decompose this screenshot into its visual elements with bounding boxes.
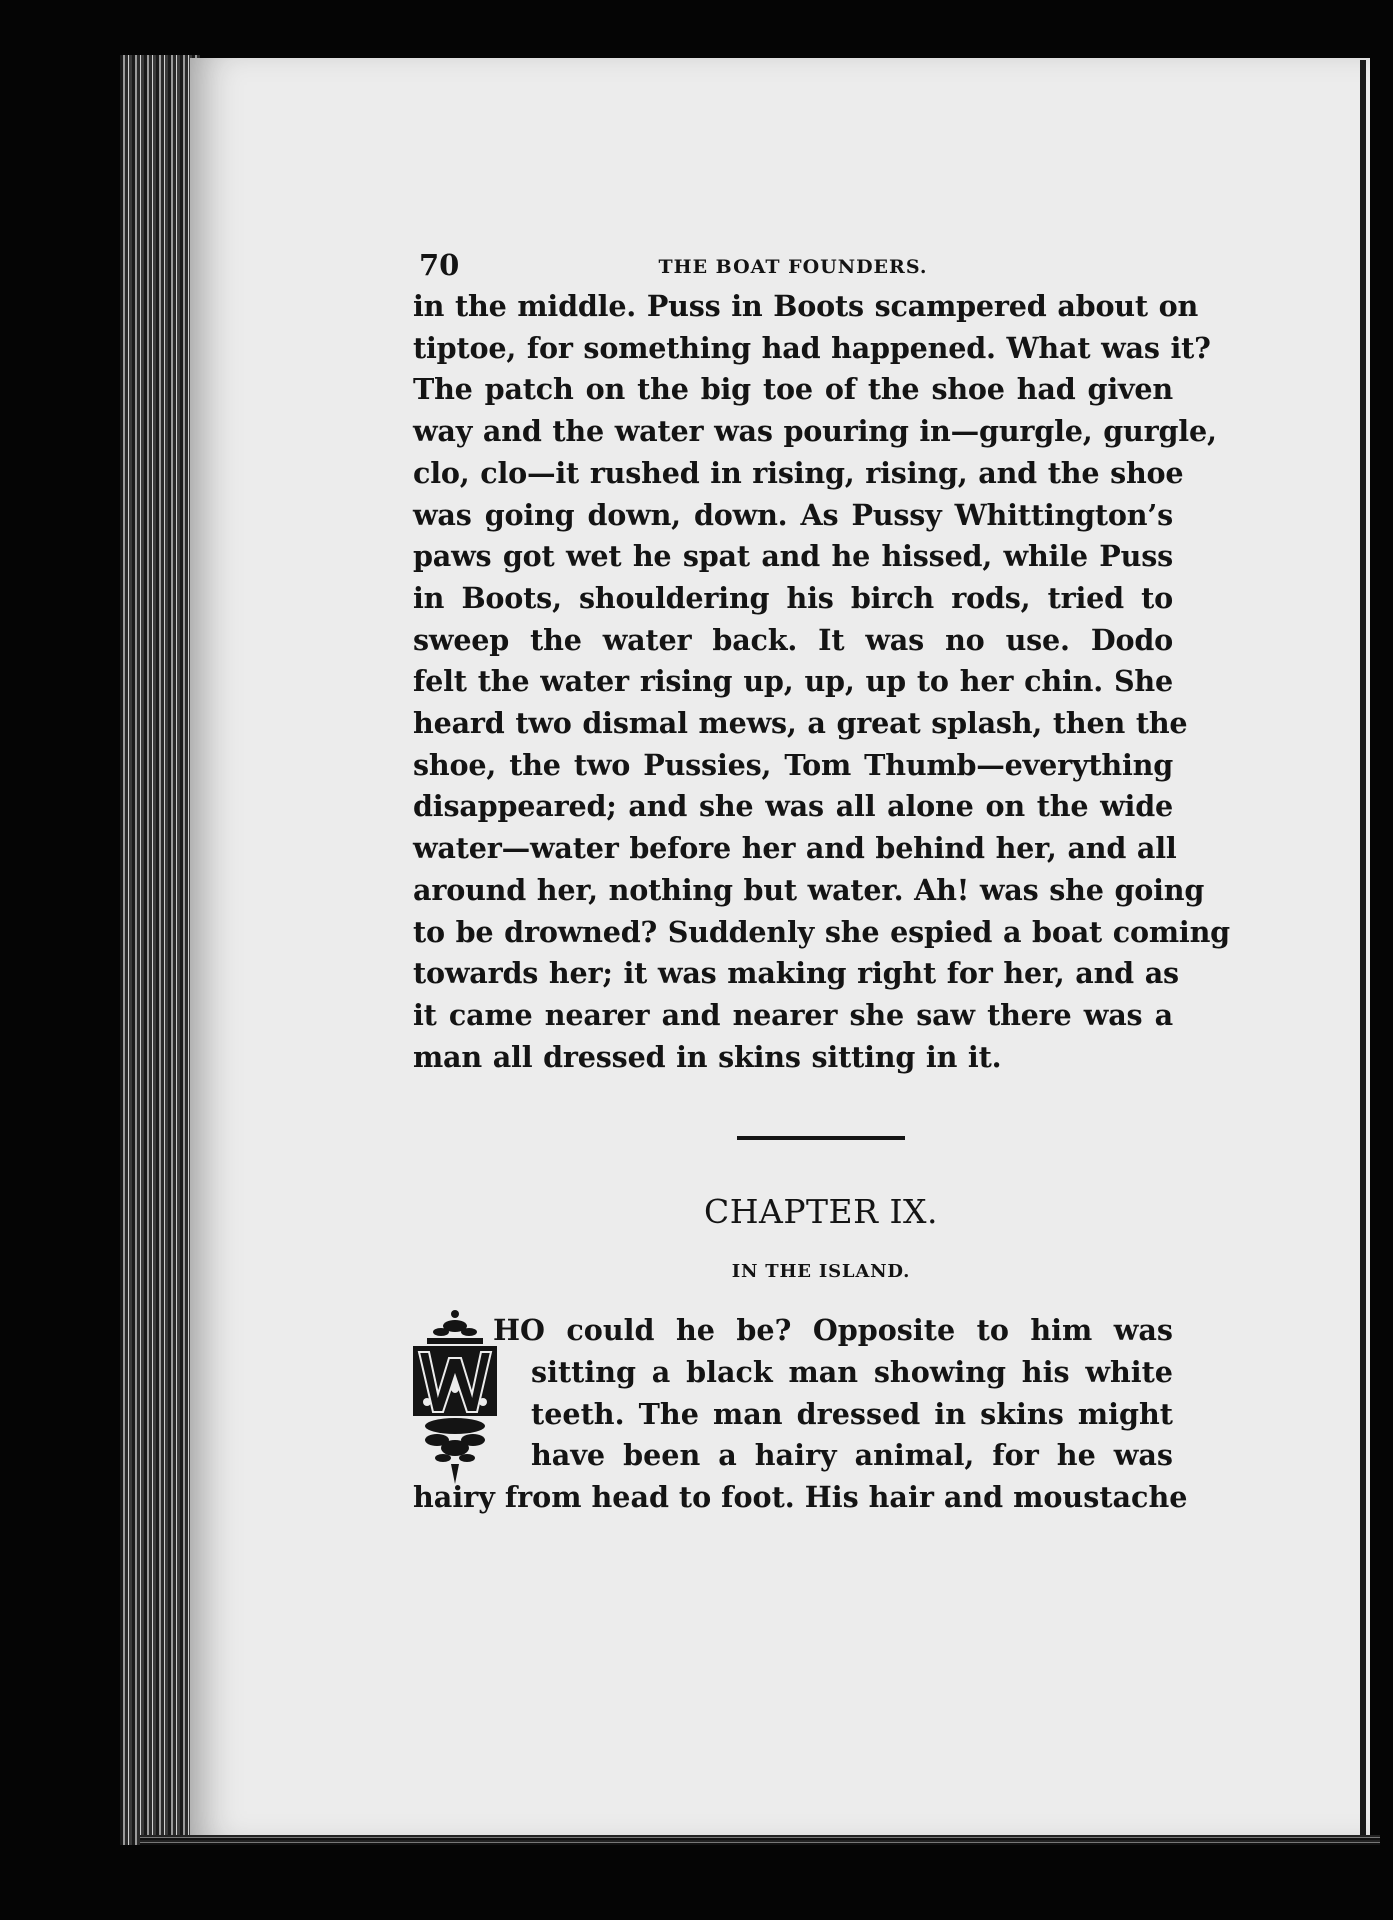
page-right-edge <box>1360 60 1366 1840</box>
chapter-opening-paragraph <box>413 1306 1188 1546</box>
text-line: felt the water rising up, up, up to her chin. She <box>413 664 1173 699</box>
text-line: in Boots, shouldering his birch rods, tried to <box>413 580 1173 615</box>
text-line: tiptoe, for something had happened. What was it? <box>413 330 1211 365</box>
text-line: towards her; it was making right for her, and as <box>413 956 1179 991</box>
text-line: it came nearer and nearer she saw there was a <box>413 997 1173 1032</box>
page-number: 70 <box>419 248 460 282</box>
text-line: man all dressed in skins sitting in it. <box>413 1039 1002 1074</box>
chapter-title: CHAPTER IX. <box>703 1192 939 1232</box>
text-line: sitting a black man showing his white <box>531 1355 1173 1390</box>
section-divider <box>737 1136 905 1140</box>
text-line: disappeared; and she was all alone on the wide <box>413 789 1173 824</box>
page-bottom-edge <box>140 1835 1380 1845</box>
text-line: was going down, down. As Pussy Whittington’s <box>413 497 1173 532</box>
text-line: have been a hairy animal, for he was <box>531 1438 1173 1473</box>
page-stack-edge <box>120 55 200 1845</box>
text-line: hairy from head to foot. His hair and moustache <box>413 1480 1188 1515</box>
text-line: to be drowned? Suddenly she espied a boat coming <box>413 914 1230 949</box>
running-title: THE BOAT FOUNDERS. <box>658 256 928 278</box>
page-content <box>413 230 1230 1546</box>
text-line: around her, nothing but water. Ah! was she going <box>413 872 1205 907</box>
text-line: shoe, the two Pussies, Tom Thumb—everything <box>413 747 1173 782</box>
text-line: way and the water was pouring in—gurgle, gurgle, <box>413 414 1217 449</box>
text-line: paws got wet he spat and he hissed, while Puss <box>413 539 1173 574</box>
text-line: teeth. The man dressed in skins might <box>531 1396 1173 1431</box>
text-line: sweep the water back. It was no use. Dodo <box>413 622 1173 657</box>
text-line: HO could he be? Opposite to him was <box>493 1313 1173 1348</box>
running-head <box>413 230 1173 286</box>
body-paragraph <box>413 286 1230 1078</box>
chapter-subtitle: IN THE ISLAND. <box>731 1261 911 1283</box>
text-line: water—water before her and behind her, and all <box>413 831 1177 866</box>
chapter-opening-text <box>413 1310 1188 1519</box>
text-line: heard two dismal mews, a great splash, then the <box>413 706 1188 741</box>
text-line: in the middle. Puss in Boots scampered about on <box>413 289 1199 323</box>
text-line: clo, clo—it rushed in rising, rising, and the shoe <box>413 455 1184 490</box>
text-line: The patch on the big toe of the shoe had given <box>413 372 1173 407</box>
